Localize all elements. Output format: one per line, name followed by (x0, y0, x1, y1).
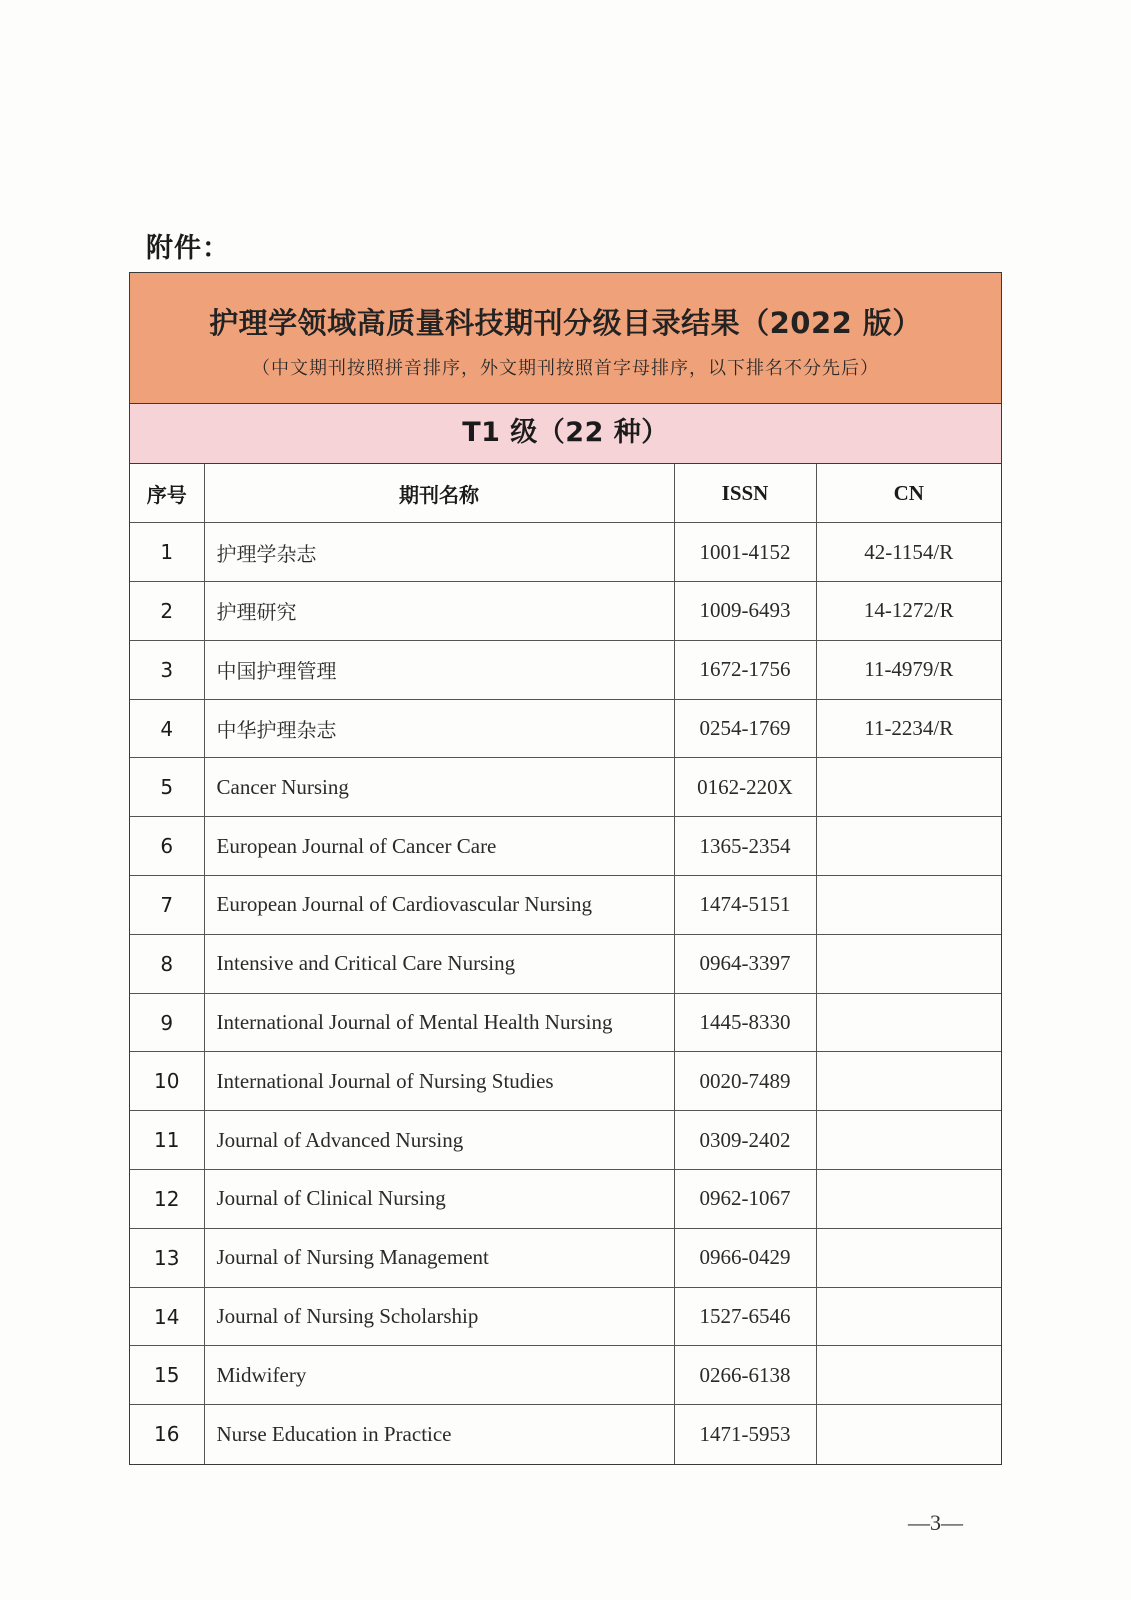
table-header-row (130, 464, 1001, 523)
level-heading: T1 级（22 种） (462, 417, 669, 448)
cn-value (816, 1405, 1001, 1464)
issn-value: 1445-8330 (674, 993, 816, 1052)
cn-value: 42-1154/R (816, 523, 1001, 582)
row-index: 5 (130, 758, 204, 817)
cn-value: 11-4979/R (816, 640, 1001, 699)
document-title: 护理学领域高质量科技期刊分级目录结果（2022 版） (209, 306, 922, 340)
column-header-name: 期刊名称 (204, 464, 674, 523)
table-row (130, 934, 1001, 993)
row-index: 4 (130, 699, 204, 758)
cn-value (816, 1170, 1001, 1229)
journal-name: International Journal of Nursing Studies (204, 1052, 674, 1111)
cn-value (816, 876, 1001, 935)
journal-name: Journal of Nursing Management (204, 1228, 674, 1287)
issn-value: 1471-5953 (674, 1405, 816, 1464)
title-band (130, 273, 1001, 404)
journal-name: Journal of Advanced Nursing (204, 1111, 674, 1170)
cn-value (816, 817, 1001, 876)
cn-value (816, 1346, 1001, 1405)
row-index: 10 (130, 1052, 204, 1111)
issn-value: 1474-5151 (674, 876, 816, 935)
table-row (130, 1405, 1001, 1464)
issn-value: 0964-3397 (674, 934, 816, 993)
journal-name: 中国护理管理 (204, 640, 674, 699)
issn-value: 1001-4152 (674, 523, 816, 582)
cn-value (816, 1052, 1001, 1111)
cn-value: 14-1272/R (816, 582, 1001, 641)
journal-name: 护理研究 (204, 582, 674, 641)
table-row (130, 993, 1001, 1052)
cn-value (816, 758, 1001, 817)
issn-value: 0020-7489 (674, 1052, 816, 1111)
table-row (130, 1052, 1001, 1111)
row-index: 7 (130, 876, 204, 935)
cn-value (816, 1287, 1001, 1346)
journal-table (130, 464, 1001, 1464)
table-row (130, 523, 1001, 582)
table-row (130, 640, 1001, 699)
row-index: 8 (130, 934, 204, 993)
journal-name: European Journal of Cardiovascular Nursing (204, 876, 674, 935)
cn-value (816, 1228, 1001, 1287)
journal-name: Journal of Clinical Nursing (204, 1170, 674, 1229)
table-row (130, 1287, 1001, 1346)
table-row (130, 1170, 1001, 1229)
journal-name: Midwifery (204, 1346, 674, 1405)
issn-value: 0254-1769 (674, 699, 816, 758)
row-index: 16 (130, 1405, 204, 1464)
column-header-issn: ISSN (674, 464, 816, 523)
level-band (130, 404, 1001, 464)
column-header-cn: CN (816, 464, 1001, 523)
table-row (130, 1111, 1001, 1170)
row-index: 12 (130, 1170, 204, 1229)
table-row (130, 1228, 1001, 1287)
column-header-index: 序号 (130, 464, 204, 523)
table-row (130, 1346, 1001, 1405)
issn-value: 0162-220X (674, 758, 816, 817)
row-index: 9 (130, 993, 204, 1052)
row-index: 14 (130, 1287, 204, 1346)
issn-value: 1009-6493 (674, 582, 816, 641)
journal-name: Journal of Nursing Scholarship (204, 1287, 674, 1346)
table-row (130, 817, 1001, 876)
cn-value: 11-2234/R (816, 699, 1001, 758)
table-body (130, 523, 1001, 1464)
row-index: 13 (130, 1228, 204, 1287)
journal-table-container (129, 272, 1002, 1465)
issn-value: 0966-0429 (674, 1228, 816, 1287)
issn-value: 0962-1067 (674, 1170, 816, 1229)
issn-value: 0309-2402 (674, 1111, 816, 1170)
journal-name: 中华护理杂志 (204, 699, 674, 758)
journal-name: Nurse Education in Practice (204, 1405, 674, 1464)
journal-name: International Journal of Mental Health Nursing (204, 993, 674, 1052)
row-index: 1 (130, 523, 204, 582)
journal-name: 护理学杂志 (204, 523, 674, 582)
table-row (130, 699, 1001, 758)
issn-value: 1672-1756 (674, 640, 816, 699)
journal-name: Intensive and Critical Care Nursing (204, 934, 674, 993)
journal-name: European Journal of Cancer Care (204, 817, 674, 876)
table-row (130, 876, 1001, 935)
cn-value (816, 1111, 1001, 1170)
row-index: 11 (130, 1111, 204, 1170)
row-index: 15 (130, 1346, 204, 1405)
issn-value: 1365-2354 (674, 817, 816, 876)
row-index: 3 (130, 640, 204, 699)
table-row (130, 758, 1001, 817)
journal-name: Cancer Nursing (204, 758, 674, 817)
attachment-label: 附件： (146, 233, 230, 264)
row-index: 2 (130, 582, 204, 641)
issn-value: 1527-6546 (674, 1287, 816, 1346)
document-subtitle: （中文期刊按照拼音排序，外文期刊按照首字母排序，以下排名不分先后） (252, 358, 879, 379)
issn-value: 0266-6138 (674, 1346, 816, 1405)
page-number: —3— (908, 1510, 963, 1535)
table-row (130, 582, 1001, 641)
row-index: 6 (130, 817, 204, 876)
cn-value (816, 993, 1001, 1052)
cn-value (816, 934, 1001, 993)
